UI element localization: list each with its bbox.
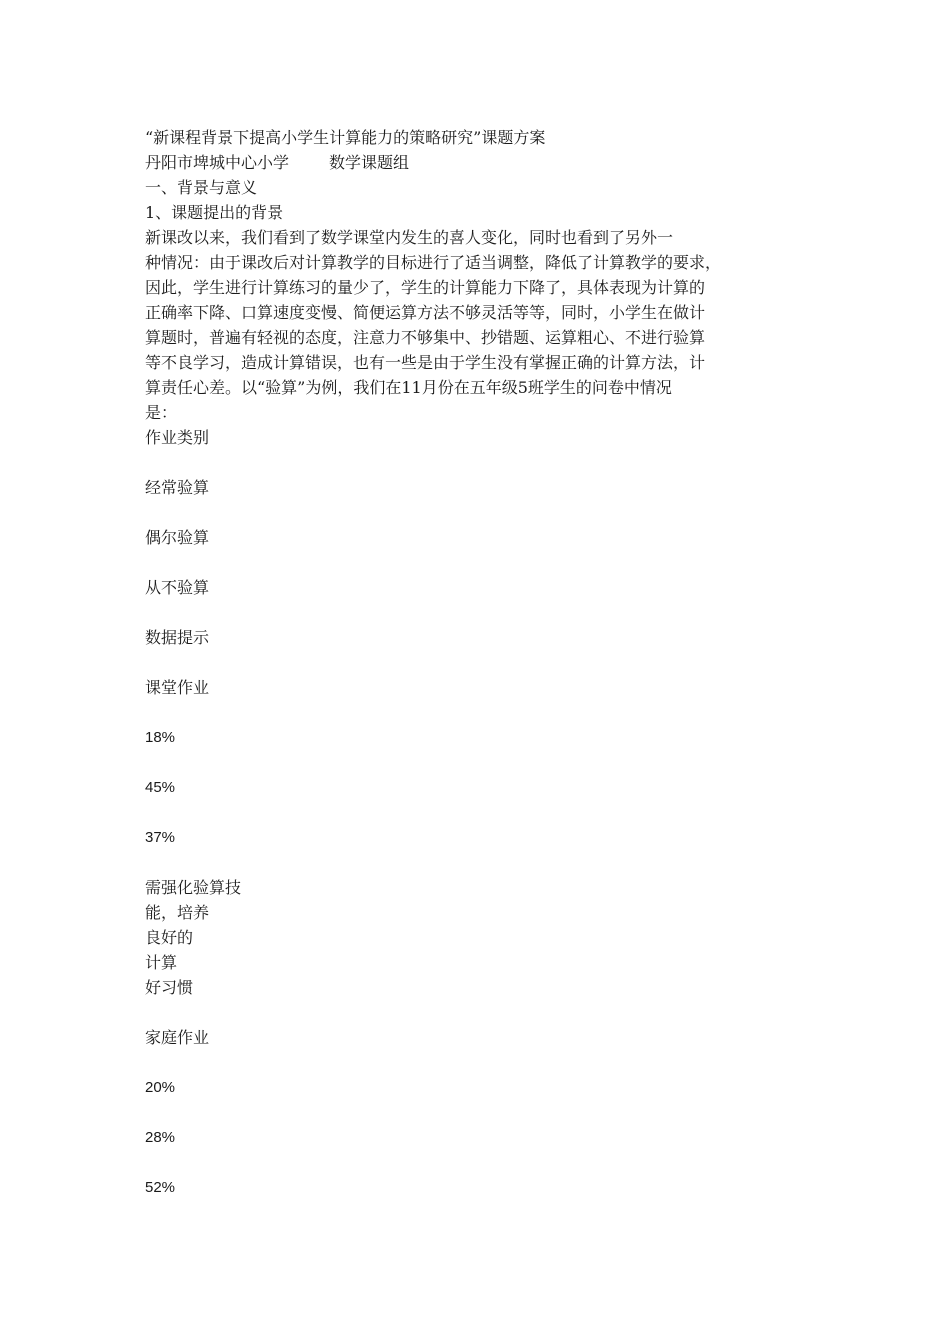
table-header-note: 数据提示 <box>145 628 210 647</box>
table-header-sometimes: 偶尔验算 <box>145 528 210 547</box>
table-header-category: 作业类别 <box>145 428 210 447</box>
table-cell-category: 家庭作业 <box>145 1028 210 1047</box>
table-cell-never: 37% <box>145 829 176 846</box>
table-cell-sometimes: 28% <box>145 1129 176 1146</box>
section-heading: 一、背景与意义 <box>145 178 258 197</box>
table-cell-note-line: 能，培养 <box>145 903 210 922</box>
paragraph-line: 是： <box>145 403 178 422</box>
table-cell-note-line: 计算 <box>145 953 178 972</box>
table-header-often: 经常验算 <box>145 478 210 497</box>
subsection-heading: 1、课题提出的背景 <box>145 203 284 222</box>
table-header-never: 从不验算 <box>145 578 210 597</box>
paragraph-line: 因此，学生进行计算练习的量少了，学生的计算能力下降了，具体表现为计算的 <box>145 278 706 297</box>
paragraph-line: 等不良学习，造成计算错误，也有一些是由于学生没有掌握正确的计算方法，计 <box>145 353 706 372</box>
table-cell-never: 52% <box>145 1179 176 1196</box>
table-cell-category: 课堂作业 <box>145 678 210 697</box>
paragraph-line: 算责任心差。以“验算”为例，我们在11月份在五年级5班学生的问卷中情况 <box>145 378 672 397</box>
school-name: 丹阳市埤城中心小学 <box>145 153 290 172</box>
table-cell-sometimes: 45% <box>145 779 176 796</box>
paragraph-line: 算题时，普遍有轻视的态度，注意力不够集中、抄错题、运算粗心、不进行验算 <box>145 328 706 347</box>
group-name: 数学课题组 <box>329 153 410 172</box>
table-cell-note-line: 好习惯 <box>145 978 194 997</box>
table-cell-note-line: 需强化验算技 <box>145 878 242 897</box>
table-cell-often: 20% <box>145 1079 176 1096</box>
table-cell-often: 18% <box>145 729 176 746</box>
paragraph-line: 正确率下降、口算速度变慢、简便运算方法不够灵活等等，同时，小学生在做计 <box>145 303 706 322</box>
paragraph-line: 种情况：由于课改后对计算教学的目标进行了适当调整，降低了计算教学的要求， <box>145 253 722 272</box>
paragraph-line: 新课改以来，我们看到了数学课堂内发生的喜人变化，同时也看到了另外一 <box>145 228 674 247</box>
table-cell-note-line: 良好的 <box>145 928 194 947</box>
document-title: “新课程背景下提高小学生计算能力的策略研究”课题方案 <box>145 128 546 147</box>
